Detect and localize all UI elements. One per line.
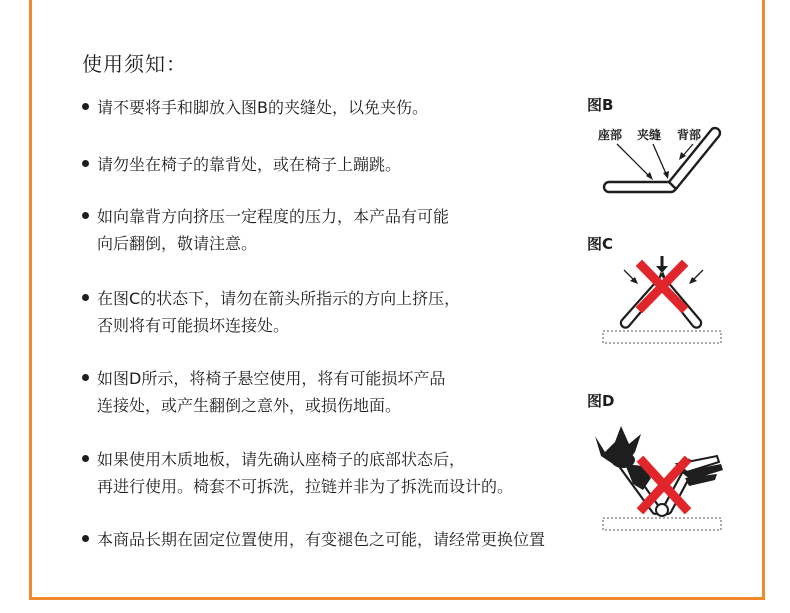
part-gap-label: 夹缝 [637,128,662,142]
note-line: 再进行使用。椅套不可拆洗，拉链并非为了拆洗而设计的。 [97,477,514,496]
note-item [82,94,428,121]
figure-d-diagram [585,420,730,535]
part-seat-label: 座部 [598,128,623,142]
figure-d-label: 图D [587,392,615,410]
note-item [82,203,449,257]
note-line: 如图D所示，将椅子悬空使用，将有可能损坏产品 [97,369,446,388]
part-back-label: 背部 [677,128,702,142]
bullet-icon [82,160,89,167]
note-item [82,526,545,553]
bullet-icon [82,212,89,219]
note-line: 向后翻倒，敬请注意。 [97,234,258,253]
note-line: 否则将有可能损坏连接处。 [97,316,290,335]
bullet-icon [82,103,89,110]
figure-c-diagram [600,252,725,347]
figure-b-diagram [595,112,735,202]
note-item [82,446,513,500]
note-line: 如果使用木质地板，请先确认座椅子的底部状态后， [97,450,466,469]
bullet-icon [82,535,89,542]
note-line: 在图C的状态下，请勿在箭头所指示的方向上挤压， [97,289,461,308]
note-line: 连接处，或产生翻倒之意外，或损伤地面。 [97,396,402,415]
note-line: 请勿坐在椅子的靠背处，或在椅子上蹦跳。 [97,155,402,174]
note-line: 本商品长期在固定位置使用，有变褪色之可能，请经常更换位置 [97,530,546,549]
figure-c-label: 图C [587,235,614,253]
bullet-icon [82,294,89,301]
note-item [82,365,445,419]
bullet-icon [82,374,89,381]
note-line: 请不要将手和脚放入图B的夹缝处，以免夹伤。 [97,98,428,117]
note-item [82,285,460,339]
figure-b-label: 图B [587,96,614,114]
bullet-icon [82,455,89,462]
page-title: 使用须知： [82,52,187,76]
note-line: 如向靠背方向挤压一定程度的压力，本产品有可能 [97,207,450,226]
note-item [82,151,401,178]
